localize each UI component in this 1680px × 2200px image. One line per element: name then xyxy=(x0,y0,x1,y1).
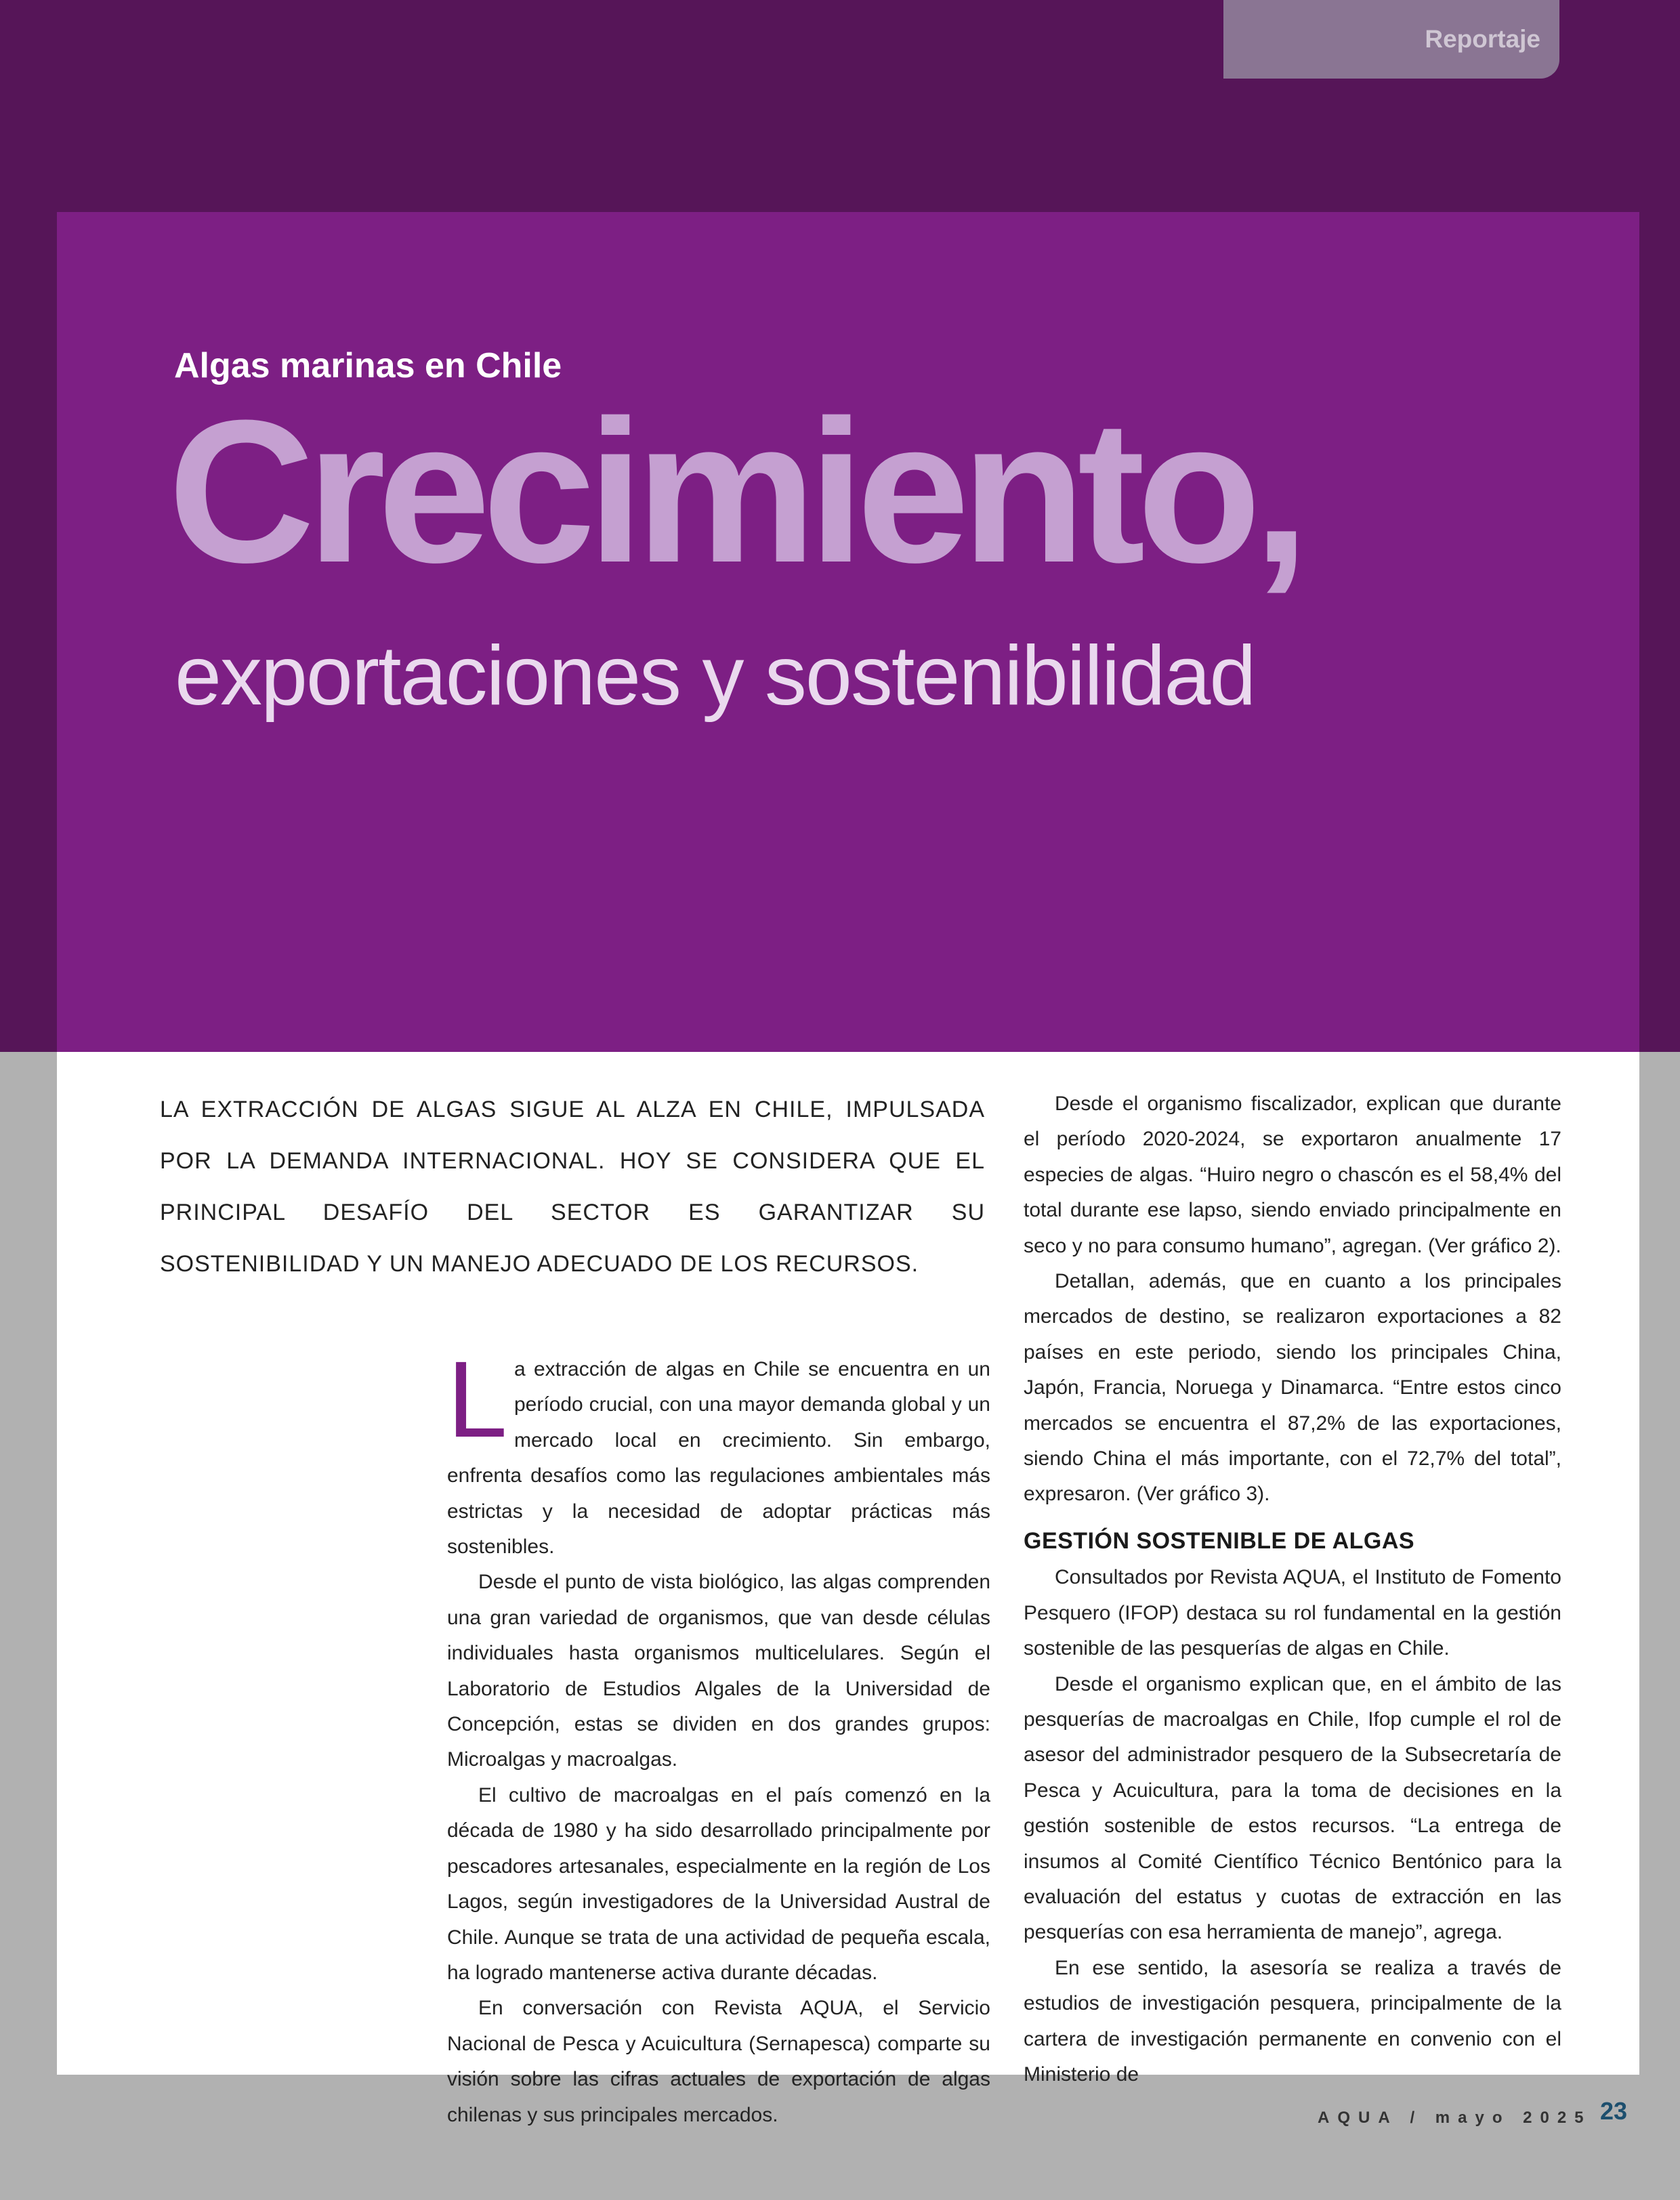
left-paragraph-1 xyxy=(447,1338,990,1565)
article-title-sub: exportaciones y sostenibilidad xyxy=(175,629,1255,723)
left-paragraph-3: El cultivo de macroalgas en el país comenzó en la década de 1980 y ha sido desarrollado principalmente por pescadores artesanales, especialmente en la región de Los Lagos, según investigadores de la Universidad Austral de Chile. Aunque se trata de una actividad de pequeña escala, ha logrado mantenerse activa durante décadas. xyxy=(447,1783,990,1984)
left-column xyxy=(447,1338,990,2133)
drop-cap: L xyxy=(447,1338,507,1460)
left-paragraph-1-text: a extracción de algas en Chile se encuentra en un período crucial, con una mayor demanda global y un mercado local en crecimiento. Sin embargo, enfrenta desafíos como las regulaciones ambientales más estrictas y la necesidad de adoptar prácticas más sostenibles. xyxy=(447,1358,990,1559)
right-paragraph-3: Consultados por Revista AQUA, el Instituto de Fomento Pesquero (IFOP) destaca su rol fundamental en la gestión sostenible de las pesquerías de algas en Chile. xyxy=(1024,1566,1561,1660)
article-lead: LA EXTRACCIÓN DE ALGAS SIGUE AL ALZA EN CHILE, IMPULSADA POR LA DEMANDA INTERNACIONAL. HOY SE CONSIDERA QUE EL PRINCIPAL DESAFÍO DEL SECTOR ES GARANTIZAR SU SOSTENIBILIDAD Y UN MANEJO ADECUADO DE LOS RECURSOS. xyxy=(160,1097,985,1277)
right-paragraph-2: Detallan, además, que en cuanto a los principales mercados de destino, se realizaron exportaciones a 82 países en este periodo, siendo los principales China, Japón, Francia, Noruega y Dinamarca. “Entre estos cinco mercados se encuentra el 87,2% de las exportaciones, siendo China el más importante, con el 72,7% del total”, expresaron. (Ver gráfico 3). xyxy=(1024,1270,1561,1506)
section-tab xyxy=(1223,0,1559,79)
right-paragraph-1: Desde el organismo fiscalizador, explican que durante el período 2020-2024, se exportaron anualmente 17 especies de algas. “Huiro negro o chascón es el 58,4% del total durante ese lapso, siendo enviado principalmente en seco y no para consumo humano”, agregan. (Ver gráfico 2). xyxy=(1024,1093,1561,1257)
section-tab-label: Reportaje xyxy=(1425,25,1540,53)
right-paragraph-4: Desde el organismo explican que, en el ámbito de las pesquerías de macroalgas en Chile, Ifop cumple el rol de asesor del administrador pesquero de la Subsecretaría de Pesca y Acuicultura, para la toma de decisiones en la gestión sostenible de estos recursos. “La entrega de insumos al Comité Científico Técnico Bentónico para la evaluación del estatus y cuotas de extracción en las pesquerías con esa herramienta de manejo”, agrega. xyxy=(1024,1672,1561,1944)
right-paragraph-5: En ese sentido, la asesoría se realiza a través de estudios de investigación pesquera, principalmente de la cartera de investigación permanente en convenio con el Ministerio de xyxy=(1024,1956,1561,2086)
right-column xyxy=(1024,1086,1561,2092)
article-kicker: Algas marinas en Chile xyxy=(174,346,562,385)
footer-magazine-issue: AQUA / mayo 2025 xyxy=(1318,2109,1592,2127)
left-paragraph-4: En conversación con Revista AQUA, el Servicio Nacional de Pesca y Acuicultura (Sernapesca) comparte su visión sobre las cifras actuales de exportación de algas chilenas y sus principales mercados. xyxy=(447,1997,990,2126)
section-subheading: GESTIÓN SOSTENIBLE DE ALGAS xyxy=(1024,1527,1415,1554)
page-number: 23 xyxy=(1600,2097,1628,2125)
left-paragraph-2: Desde el punto de vista biológico, las algas comprenden una gran variedad de organismos, que van desde células individuales hasta organismos multicelulares. Según el Laboratorio de Estudios Algales de la Universidad de Concepción, estas se dividen en dos grandes grupos: Microalgas y macroalgas. xyxy=(447,1571,990,1771)
article-title-main: Crecimiento, xyxy=(168,377,1302,605)
